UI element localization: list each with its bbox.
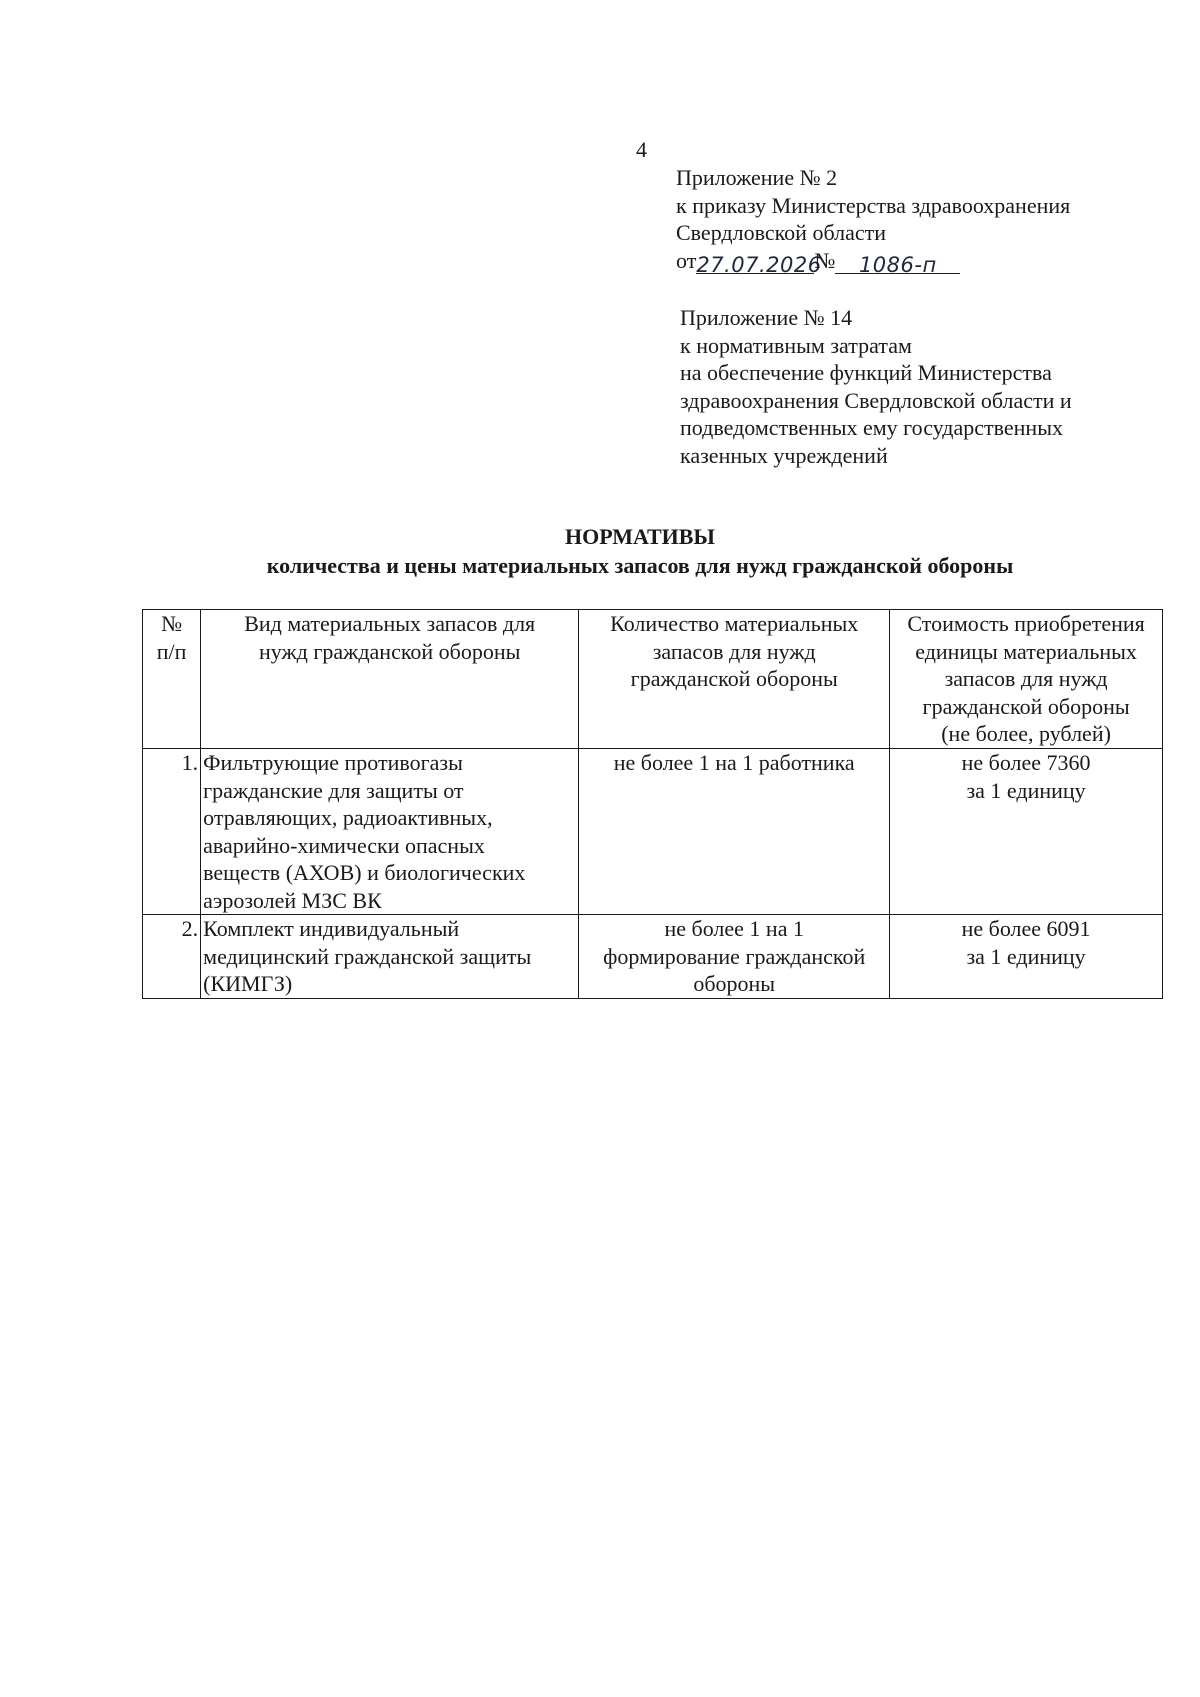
order-number-field	[835, 251, 960, 277]
header-num-line: п/п	[156, 638, 187, 664]
row-kind	[201, 915, 579, 999]
appendix-order-title: Приложение № 2	[676, 165, 838, 190]
row-qty-line: формирование гражданской	[603, 943, 866, 969]
order-date-handwritten: 27.07.2026	[696, 253, 822, 277]
appendix-norms-line-3: на обеспечение функций Министерства	[680, 360, 1052, 385]
header-kind-line: Вид материальных запасов для	[244, 611, 536, 636]
appendix-norms-line-4: здравоохранения Свердловской области и	[680, 387, 1072, 413]
header-price-line: единицы материальных	[915, 638, 1137, 664]
row-qty	[579, 915, 890, 999]
appendix-norms-line-5: подведомственных ему государственных	[680, 415, 1063, 440]
header-price-line: гражданской обороны	[922, 693, 1130, 719]
appendix-norms-title: Приложение № 14	[680, 305, 853, 330]
order-number-label: №	[814, 247, 836, 273]
norms-table	[142, 609, 1163, 999]
appendix-order-ref: к приказу Министерства здравоохранения	[676, 192, 1071, 218]
row-kind-line: отравляющих, радиоактивных,	[203, 805, 493, 830]
header-qty-line: запасов для нужд	[652, 638, 816, 664]
row-price-line: не более 6091	[961, 916, 1091, 941]
appendix-norms-line-2: к нормативным затратам	[680, 332, 912, 358]
document-title	[140, 522, 1140, 580]
row-num: 2.	[143, 915, 201, 999]
row-kind-line: аварийно-химически опасных	[203, 832, 485, 858]
table-row	[143, 749, 1163, 915]
row-kind-line: Фильтрующие противогазы	[203, 750, 463, 775]
header-qty	[579, 610, 890, 749]
header-num-line: №	[161, 611, 183, 636]
row-price	[890, 749, 1163, 915]
row-price	[890, 915, 1163, 999]
row-price-line: не более 7360	[961, 750, 1091, 775]
document-title-main: НОРМАТИВЫ	[564, 524, 716, 549]
row-price-line: за 1 единицу	[966, 943, 1086, 969]
row-qty-line: не более 1 на 1	[664, 916, 804, 941]
order-date-field	[696, 251, 822, 277]
row-kind-line: медицинский гражданской защиты	[203, 943, 532, 969]
appendix-order-region: Свердловской области	[676, 220, 886, 245]
page-number: 4	[636, 137, 647, 162]
appendix-norms-line-6: казенных учреждений	[680, 442, 888, 468]
row-qty-line: обороны	[693, 971, 776, 996]
row-qty-line: не более 1 на 1 работника	[613, 750, 855, 775]
header-qty-line: гражданской обороны	[630, 666, 838, 691]
order-from-prefix: от	[676, 247, 697, 273]
row-price-line: за 1 единицу	[966, 777, 1086, 803]
row-kind-line: Комплект индивидуальный	[203, 916, 460, 941]
header-kind-line: нужд гражданской обороны	[258, 638, 521, 664]
header-price-line: Стоимость приобретения	[907, 611, 1145, 636]
row-kind-line: аэрозолей МЗС ВК	[203, 887, 382, 913]
document-title-sub: количества и цены материальных запасов для нужд гражданской обороны	[266, 553, 1014, 578]
table-header-row	[143, 610, 1163, 749]
appendix-norms-block	[680, 304, 1072, 469]
header-price-line: запасов для нужд	[944, 666, 1108, 691]
order-date-number-line	[676, 247, 1070, 275]
row-kind	[201, 749, 579, 915]
row-kind-line: веществ (АХОВ) и биологических	[203, 860, 526, 885]
header-num	[143, 610, 201, 749]
order-number-handwritten: 1086-п	[858, 253, 937, 277]
row-kind-line: гражданские для защиты от	[203, 777, 464, 803]
table-row	[143, 915, 1163, 999]
header-qty-line: Количество материальных	[610, 611, 859, 636]
row-qty	[579, 749, 890, 915]
row-kind-line: (КИМГЗ)	[203, 971, 293, 996]
appendix-order-block	[676, 164, 1071, 277]
header-kind	[201, 610, 579, 749]
row-num: 1.	[143, 749, 201, 915]
header-price-line: (не более, рублей)	[941, 721, 1111, 746]
header-price	[890, 610, 1163, 749]
